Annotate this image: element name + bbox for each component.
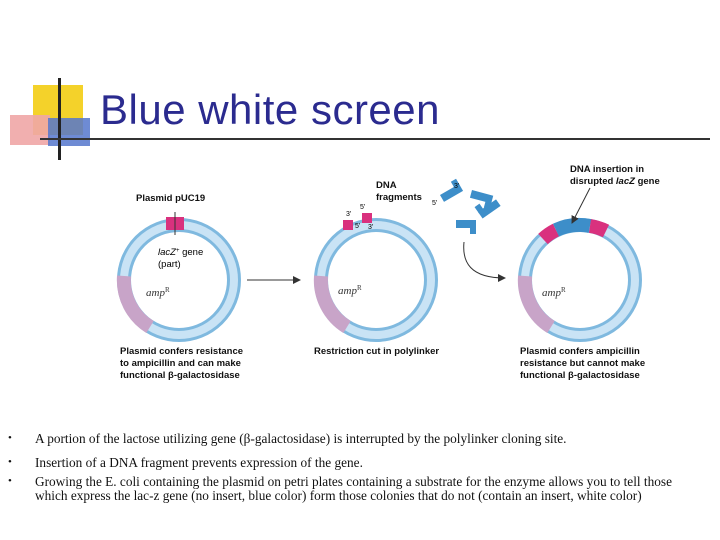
bullet-text-3: Growing the E. coli containing the plasmid on petri plates containing a substrate for the enzyme allows you to tell those which express the lac-z gene (no insert, blue color) form those colonies that do not (contain an insert, white color): [35, 474, 672, 503]
insertion-label-1: DNA insertion in: [570, 164, 645, 175]
end-label-3-left: 3': [346, 211, 352, 218]
arrow-2: [464, 242, 505, 278]
end-label-5-left: 5': [355, 223, 361, 230]
lacz-cut-right: [362, 213, 372, 223]
lacz-label: lacZ+ gene: [158, 247, 204, 258]
end-label-3-right: 3': [368, 224, 374, 231]
bullet-text-2: Insertion of a DNA fragment prevents expression of the gene.: [35, 455, 363, 470]
lacz-cut-left: [343, 220, 353, 230]
bullet-item-2: [8, 455, 700, 470]
dna-fragments: [437, 179, 501, 234]
caption-3-line-1: Plasmid confers ampicillin: [520, 346, 640, 357]
caption-3-line-2: resistance but cannot make: [520, 358, 646, 369]
plasmid-ring-3: [525, 225, 635, 335]
amp-label-3: amp$^R$: [542, 286, 566, 299]
amp-segment-3: [525, 276, 551, 327]
plasmid-label: Plasmid pUC19: [136, 193, 206, 204]
bullet-item-3: [8, 474, 700, 503]
lacz-disrupted-right: [590, 226, 606, 231]
dna-fragments-label-2: fragments: [376, 192, 422, 203]
caption-1-line-2: to ampicillin and can make: [120, 358, 241, 369]
bullet-text-1: A portion of the lactose utilizing gene (β-galactosidase) is interrupted by the polylinker cloning site.: [35, 431, 567, 446]
plasmid-ring-1: [124, 212, 234, 335]
lacz-disrupted-left: [543, 230, 556, 239]
plasmid-ring-2: [321, 213, 431, 335]
amp-label-2: amp$^R$: [338, 284, 362, 297]
insert-fragment: [556, 225, 590, 230]
bullet-dot: •: [8, 432, 12, 444]
end-label-5-right: 5': [360, 204, 366, 211]
bullet-dot: •: [8, 475, 12, 487]
amp-label-1: amp$^R$: [146, 286, 170, 299]
caption-2-line-1: Restriction cut in polylinker: [314, 346, 440, 357]
slide-title: Blue white screen: [100, 86, 441, 133]
lacz-part-label: (part): [158, 259, 181, 270]
insertion-pointer: [572, 188, 590, 223]
amp-segment-1: [124, 276, 150, 327]
dna-fragments-label-1: DNA: [376, 180, 397, 191]
caption-3-line-3: functional β-galactosidase: [520, 370, 640, 381]
caption-1-line-3: functional β-galactosidase: [120, 370, 240, 381]
bullet-dot: •: [8, 456, 12, 468]
bullet-item-1: [8, 431, 700, 446]
amp-segment-2: [321, 276, 347, 327]
fragment-end-5: 5': [432, 200, 438, 207]
insertion-label-2: disrupted lacZ gene: [570, 176, 660, 187]
fragment-end-3: 3': [454, 183, 460, 190]
caption-1-line-1: Plasmid confers resistance: [120, 346, 244, 357]
